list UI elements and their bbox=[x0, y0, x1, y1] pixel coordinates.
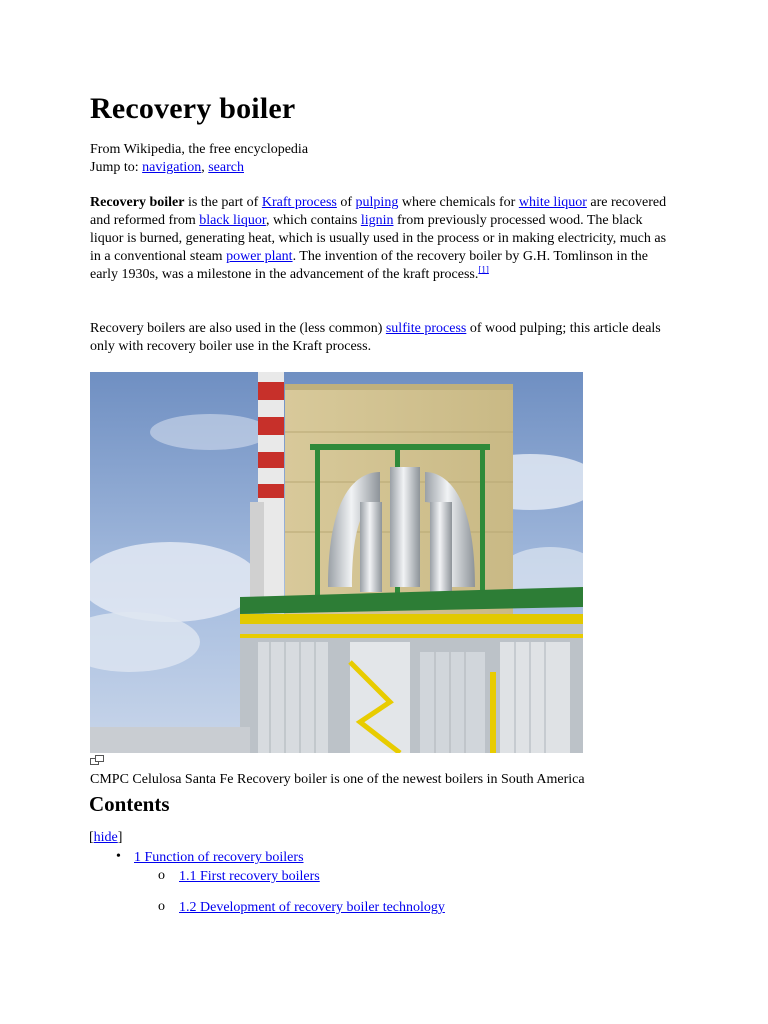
toc-item-development[interactable]: 1.2 Development of recovery boiler technology bbox=[179, 900, 445, 915]
jump-navigation-link[interactable]: navigation bbox=[142, 160, 202, 175]
white-liquor-link[interactable]: white liquor bbox=[518, 195, 587, 210]
recovery-boiler-photo[interactable] bbox=[90, 372, 583, 753]
jump-label: Jump to: bbox=[90, 160, 143, 175]
enlarge-icon[interactable] bbox=[90, 753, 104, 765]
jump-links bbox=[90, 159, 244, 177]
reference-link[interactable]: [1] bbox=[478, 264, 489, 275]
pulping-link[interactable]: pulping bbox=[355, 195, 399, 210]
site-sub: From Wikipedia, the free encyclopedia bbox=[90, 142, 309, 157]
toc-hide-link[interactable]: hide bbox=[93, 830, 118, 845]
toc-sub-bullet: o bbox=[158, 868, 165, 883]
kraft-process-link[interactable]: Kraft process bbox=[261, 195, 337, 210]
intro-text: , which contains bbox=[265, 213, 361, 228]
second-paragraph bbox=[90, 320, 670, 356]
jump-search-link[interactable]: search bbox=[208, 160, 244, 175]
intro-text: where chemicals for bbox=[398, 195, 519, 210]
figure-caption: CMPC Celulosa Santa Fe Recovery boiler is one of the newest boilers in South America bbox=[90, 772, 585, 787]
power-plant-link[interactable]: power plant bbox=[226, 249, 293, 264]
contents-heading: Contents bbox=[89, 792, 170, 816]
sulfite-process-link[interactable]: sulfite process bbox=[385, 321, 467, 336]
toc-toggle bbox=[89, 830, 122, 846]
intro-text: are recovered and reformed from bbox=[90, 195, 667, 228]
toc-hide-bracket: [ bbox=[89, 830, 94, 845]
para2-text: of wood pulping; this article deals only with recovery boiler use in the Kraft process. bbox=[90, 321, 661, 354]
page-title: Recovery boiler bbox=[90, 92, 296, 125]
intro-bold-term: Recovery boiler bbox=[90, 195, 185, 210]
black-liquor-link[interactable]: black liquor bbox=[199, 213, 266, 228]
intro-text: . The invention of the recovery boiler by G.H. Tomlinson in the early 1930s, was a milestone in the advancement of the kraft process. bbox=[90, 249, 648, 282]
toc-item-function[interactable]: 1 Function of recovery boilers bbox=[134, 850, 304, 865]
lignin-link[interactable]: lignin bbox=[360, 213, 394, 228]
toc-sub-bullet: o bbox=[158, 899, 165, 914]
jump-separator: , bbox=[201, 160, 209, 175]
intro-text: is the part of bbox=[184, 195, 262, 210]
intro-text: of bbox=[336, 195, 356, 210]
para2-text: Recovery boilers are also used in the (less common) bbox=[90, 321, 386, 336]
toc-hide-bracket: ] bbox=[117, 830, 123, 845]
intro-text: from previously processed wood. The black liquor is burned, generating heat, which is usually used in the process or in making electricity, much as in a conventional steam bbox=[90, 213, 667, 264]
toc-item-first-boilers[interactable]: 1.1 First recovery boilers bbox=[179, 869, 320, 884]
toc-bullet: • bbox=[116, 849, 121, 864]
intro-paragraph bbox=[90, 194, 670, 284]
